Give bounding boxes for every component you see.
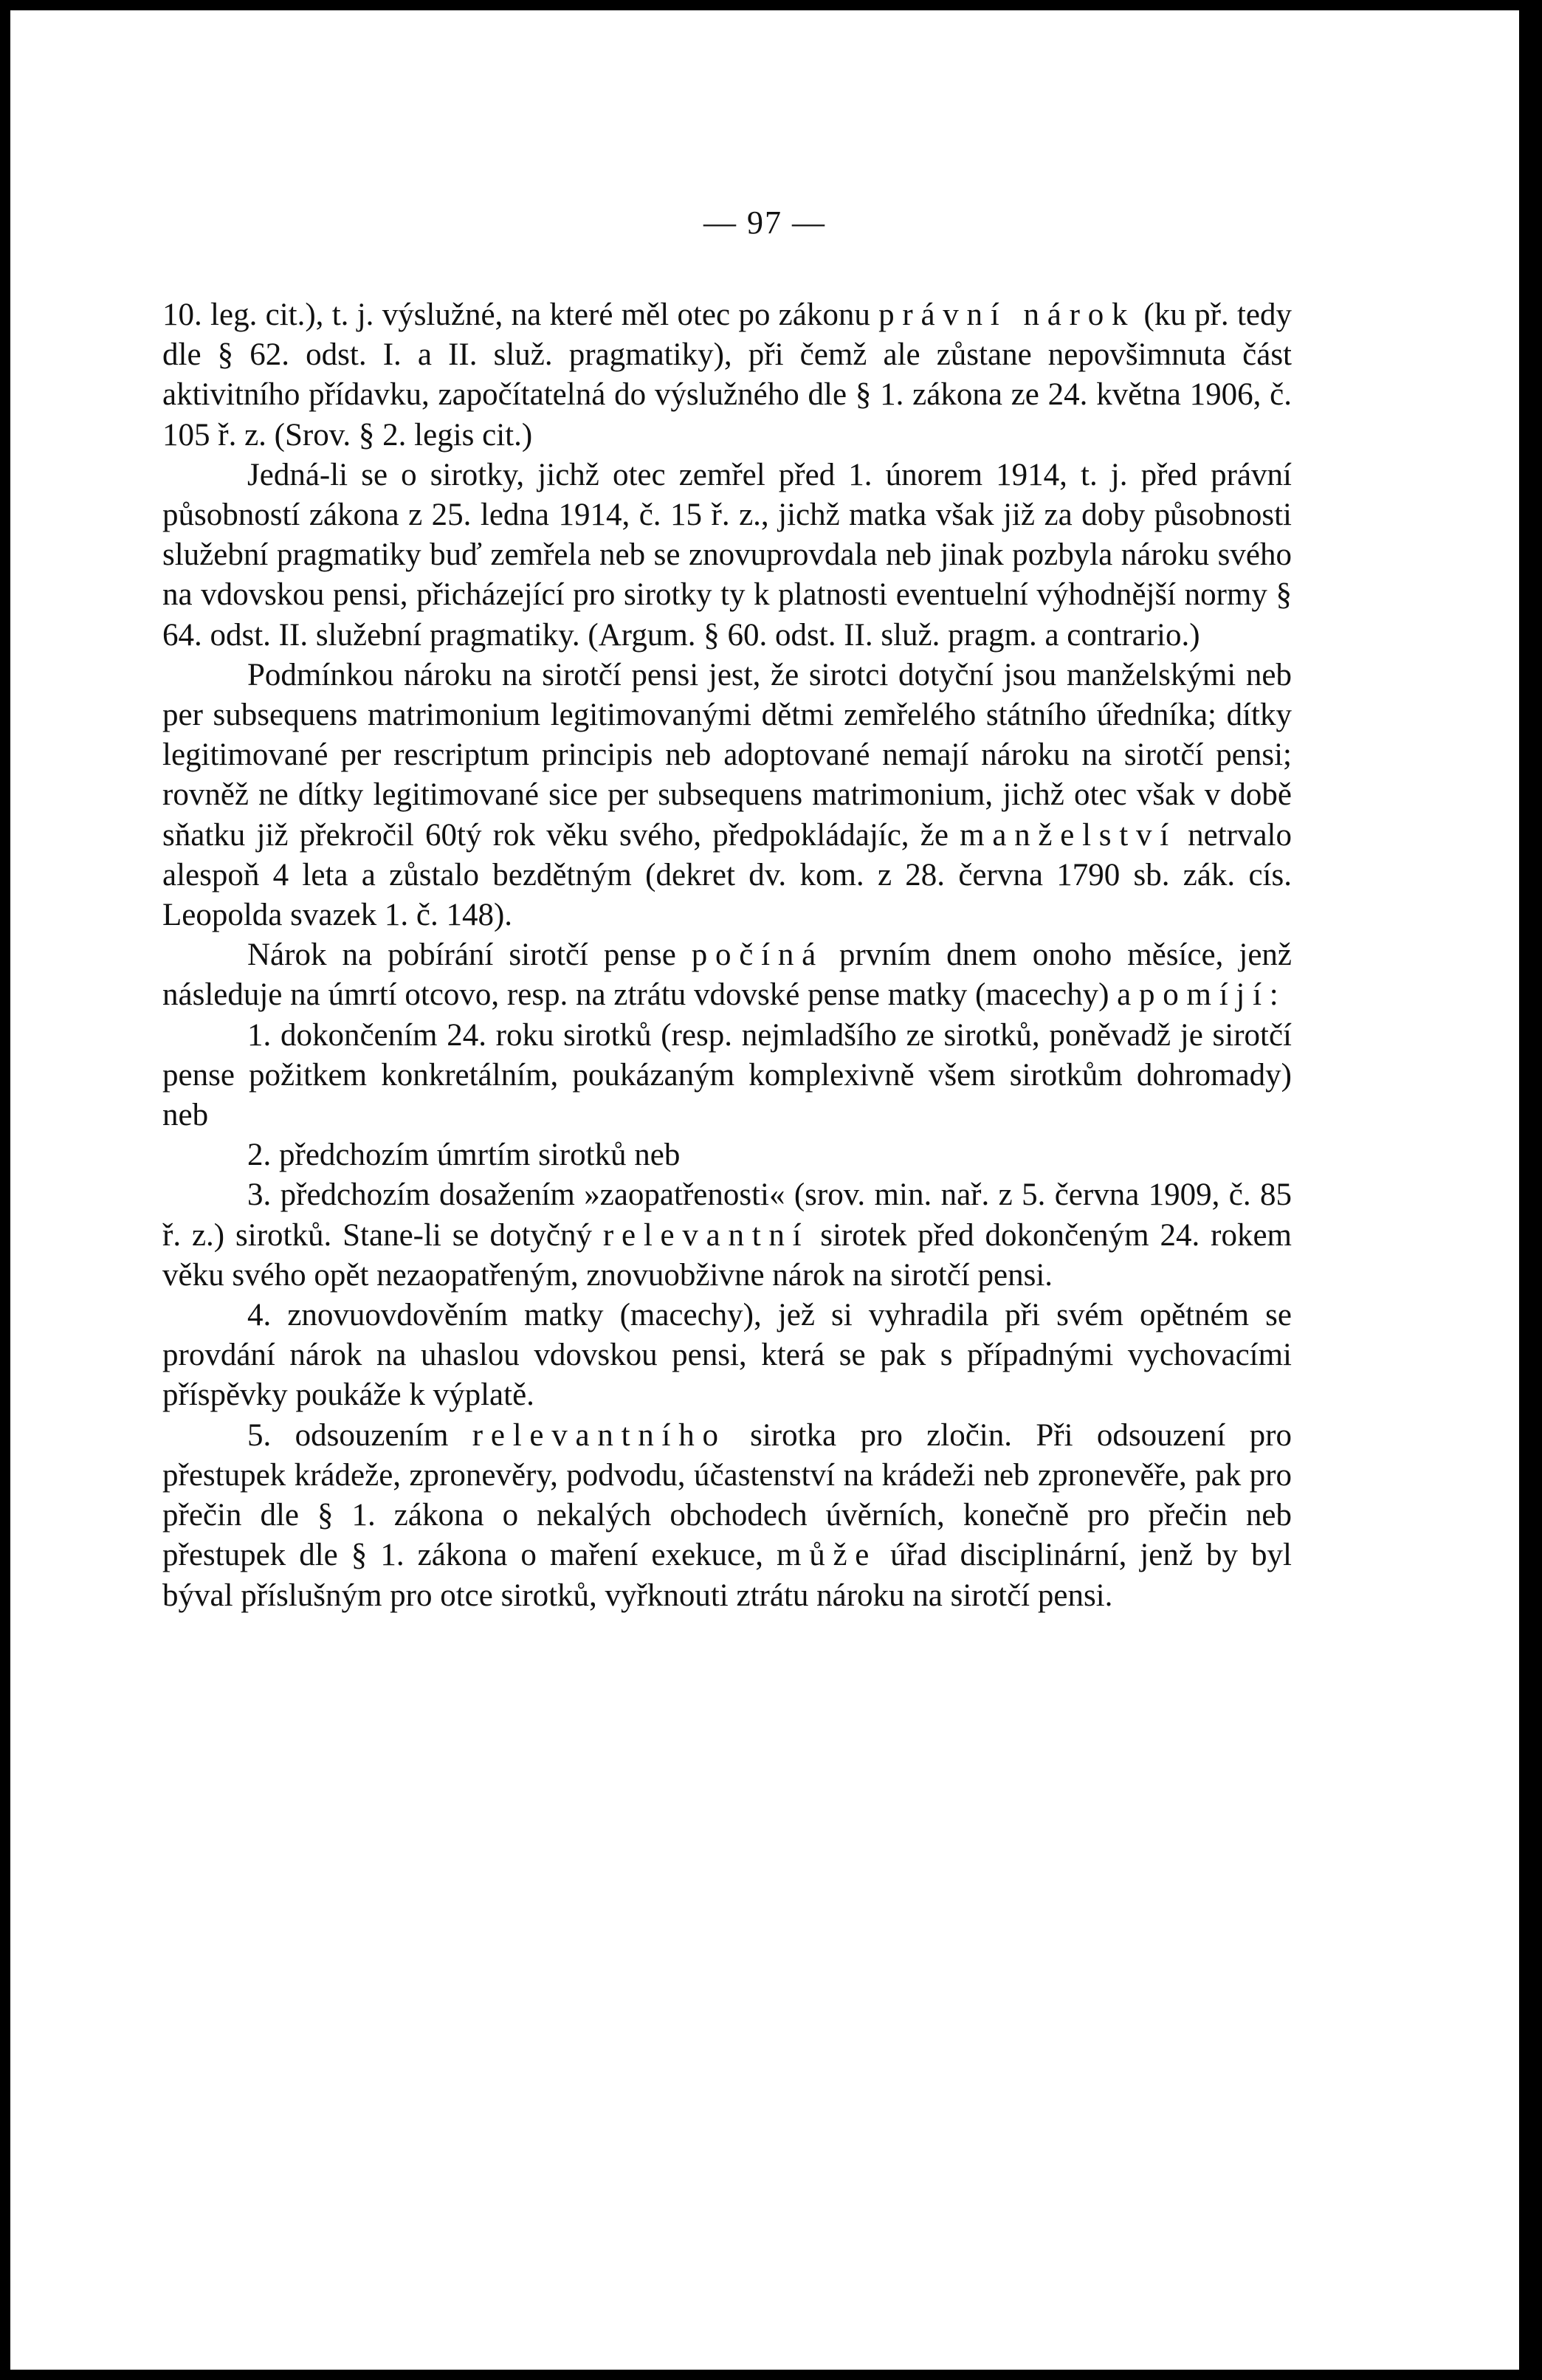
- paragraph-condition-of-claim: Podmínkou nároku na sirotčí pensi jest, že sirotci dotyční jsou manželskými neb per subsequens matrimonium legitimovanými dětmi zemřelého státního úředníka; dítky legitimované per rescriptum principis neb adoptované nemají nároku na sirotčí pensi; rovněž ne dítky legitimované sice per subsequens matrimonium, jichž otec však v době sňatku již překročil 60tý rok věku svého, předpokládajíc, že manželství netrvalo alespoň 4 leta a zůstalo bezdětným (dekret dv. kom. z 28. června 1790 sb. zák. cís. Leopolda svazek 1. č. 148).: [162, 657, 1292, 933]
- spaced-emphasis: relevantní: [602, 1217, 810, 1253]
- page-number: — 97 —: [703, 204, 826, 241]
- list-item-3: 3. předchozím dosažením »zaopatřenosti« (srov. min. nař. z 5. června 1909, č. 85 ř. z.) sirotků. Stane-li se dotyčný relevantní sirotek před dokončeným 24. rokem věku svého opět nezaopatřeným, znovuobživne nárok na sirotčí pensi.: [162, 1177, 1292, 1293]
- book-page: [10, 10, 1519, 2370]
- body-text: [162, 295, 1292, 1616]
- spaced-emphasis: relevantního: [472, 1417, 726, 1453]
- spaced-emphasis: manželství: [960, 817, 1177, 853]
- paragraph-orphans-before-1914: Jedná-li se o sirotky, jichž otec zemřel před 1. únorem 1914, t. j. před právní působností zákona z 25. ledna 1914, č. 15 ř. z., jichž matka však již za doby působnosti služební pragmatiky buď zemřela neb se znovuprovdala neb jinak pozbyla nároku svého na vdovskou pensi, přicházející pro sirotky ty k platnosti eventuelní výhodnější normy § 64. odst. II. služební pragmatiky. (Argum. § 60. odst. II. služ. pragm. a contrario.): [162, 457, 1292, 653]
- list-item-2: 2. předchozím úmrtím sirotků neb: [247, 1138, 681, 1173]
- spaced-emphasis: může: [777, 1538, 878, 1573]
- spaced-emphasis: právní nárok: [878, 298, 1136, 332]
- paragraph-claim-start-end: Nárok na pobírání sirotčí pense počíná prvním dnem onoho měsíce, jenž následuje na úmrtí otcovo, resp. na ztrátu vdovské pense matky (macechy) a pomíjí:: [162, 938, 1292, 1013]
- list-item-1: 1. dokončením 24. roku sirotků (resp. nejmladšího ze sirotků, poněvadž je sirotčí pense požitkem konkretálním, poukázaným komplexivně všem sirotkům dohromady) neb: [162, 1017, 1292, 1133]
- paragraph-pension-claim: 10. leg. cit.), t. j. výslužné, na které měl otec po zákonu právní nárok (ku př. tedy dle § 62. odst. I. a II. služ. pragmatiky), při čemž ale zůstane nepovšimnuta část aktivitního přídavku, započítatelná do výslužného dle § 1. zákona ze 24. května 1906, č. 105 ř. z. (Srov. § 2. legis cit.): [162, 298, 1293, 453]
- list-item-5: 5. odsouzením relevantního sirotka pro zločin. Při odsouzení pro přestupek krádeže, zpronevěry, podvodu, účastenství na krádeži neb zpronevěře, pak pro přečin dle § 1. zákona o nekalých obchodech úvěrních, konečně pro přečin neb přestupek dle § 1. zákona o maření exekuce, může úřad disciplinární, jenž by byl býval příslušným pro otce sirotků, vyřknouti ztrátu nároku na sirotčí pensi.: [162, 1417, 1292, 1613]
- spaced-emphasis: počíná: [691, 938, 824, 973]
- spaced-emphasis: pomíjí: [1139, 977, 1270, 1013]
- list-item-4: 4. znovuovdověním matky (macechy), jež si vyhradila při svém opětném se provdání nárok na uhaslou vdovskou pensi, která se pak s případnými vychovacími příspěvky poukáže k výplatě.: [162, 1298, 1292, 1413]
